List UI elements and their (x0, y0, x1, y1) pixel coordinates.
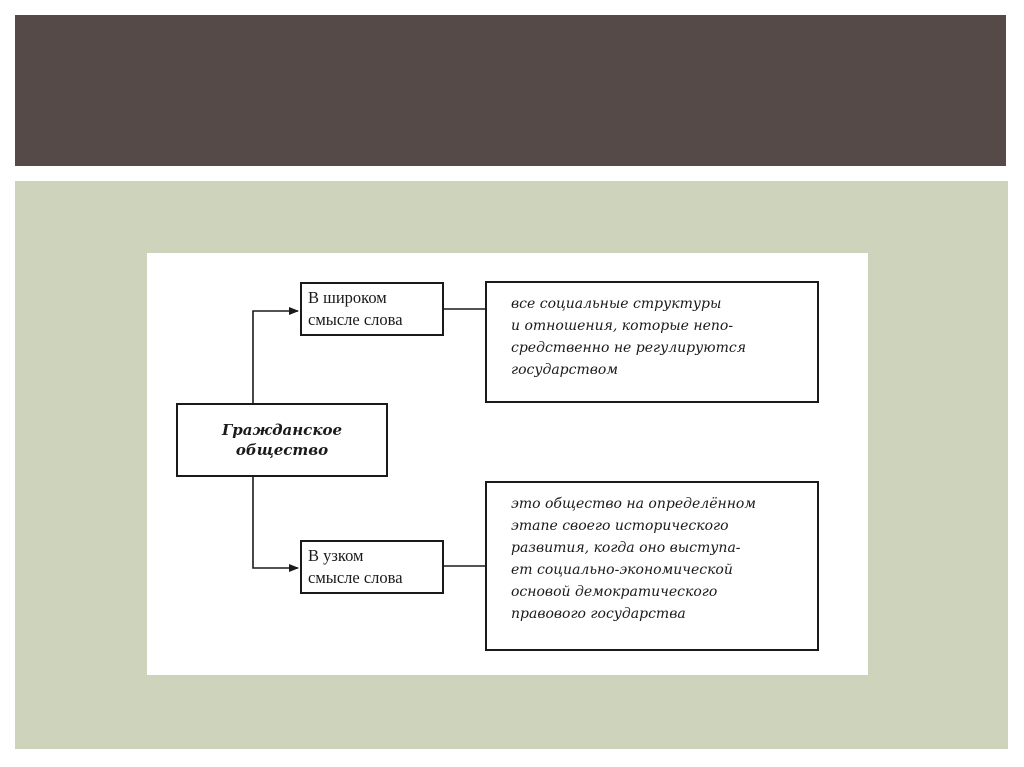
broad-definition-line-3: средственно не регулируются (511, 340, 746, 356)
broad-definition-line-1: все социальные структуры (511, 296, 722, 312)
broad-sense-box (300, 282, 444, 336)
broad-definition-line-2: и отношения, которые непо- (511, 318, 734, 334)
broad-definition-line-4: государством (511, 362, 618, 378)
narrow-definition-line-5: основой демократического (511, 584, 718, 600)
civil-society-diagram (147, 253, 868, 675)
arrow-to-narrow-sense (253, 477, 298, 568)
narrow-sense-box (300, 540, 444, 594)
arrow-to-broad-sense (253, 311, 298, 403)
broad-sense-label-line-2: смысле слова (308, 310, 403, 329)
narrow-definition-line-3: развития, когда оно выступа- (511, 540, 741, 556)
narrow-definition-line-1: это общество на определённом (511, 496, 756, 512)
title-bar (15, 15, 1006, 166)
root-box-civil-society (176, 403, 388, 477)
narrow-definition-line-4: ет социально-экономической (511, 562, 733, 578)
narrow-sense-definition-box (485, 481, 819, 651)
narrow-sense-label-line-1: В узком (308, 546, 364, 565)
narrow-definition-line-6: правового государства (511, 606, 686, 622)
root-line-1: Гражданское (221, 421, 343, 439)
broad-sense-definition-box (485, 281, 819, 403)
narrow-sense-label-line-2: смысле слова (308, 568, 403, 587)
narrow-definition-line-2: этапе своего исторического (511, 518, 729, 534)
root-line-2: общество (235, 441, 329, 459)
broad-sense-label-line-1: В широком (308, 288, 387, 307)
